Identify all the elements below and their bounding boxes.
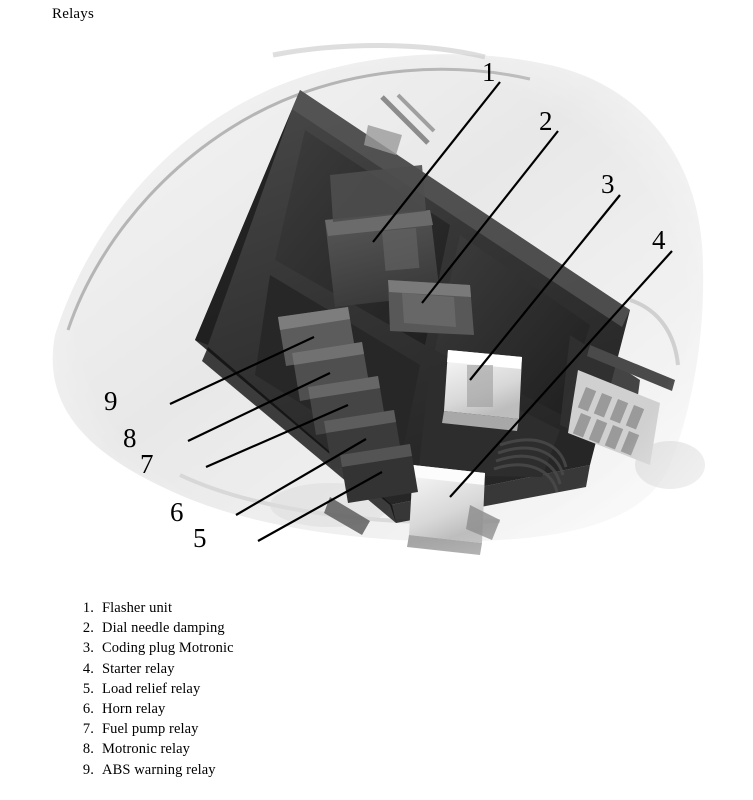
legend-number: 5. bbox=[82, 680, 94, 697]
legend-number: 9. bbox=[82, 761, 94, 778]
callout-number-4: 4 bbox=[652, 225, 666, 255]
legend-number: 7. bbox=[82, 721, 94, 738]
list-item bbox=[70, 739, 490, 759]
list-item bbox=[70, 679, 490, 699]
legend-label: Motronic relay bbox=[102, 741, 190, 758]
callout-number-9: 9 bbox=[104, 386, 118, 416]
legend-label: Coding plug Motronic bbox=[102, 640, 234, 657]
legend-label: Fuel pump relay bbox=[102, 721, 199, 738]
relay-box-photo bbox=[30, 35, 730, 580]
callout-number-7: 7 bbox=[140, 449, 154, 479]
list-item bbox=[70, 699, 490, 719]
legend-number: 2. bbox=[82, 620, 94, 637]
relay-box-figure bbox=[30, 35, 730, 580]
list-item bbox=[70, 760, 490, 780]
callout-number-8: 8 bbox=[123, 423, 137, 453]
legend-number: 8. bbox=[82, 741, 94, 758]
legend-label: Dial needle damping bbox=[102, 620, 225, 637]
legend-number: 1. bbox=[82, 600, 94, 616]
legend-label: Horn relay bbox=[102, 701, 166, 718]
callout-number-2: 2 bbox=[539, 106, 553, 136]
callout-number-1: 1 bbox=[482, 57, 496, 87]
list-item bbox=[70, 638, 490, 658]
list-item bbox=[70, 598, 490, 618]
list-item bbox=[70, 719, 490, 739]
callout-number-3: 3 bbox=[601, 169, 615, 199]
legend-label: Starter relay bbox=[102, 660, 175, 677]
legend-label: Flasher unit bbox=[102, 600, 173, 616]
legend-list bbox=[70, 598, 490, 780]
legend-label: ABS warning relay bbox=[102, 761, 216, 778]
legend-number: 6. bbox=[82, 701, 94, 718]
legend-number: 4. bbox=[82, 660, 94, 677]
legend-number: 3. bbox=[82, 640, 94, 657]
callout-number-6: 6 bbox=[170, 497, 184, 527]
page-title: Relays bbox=[52, 6, 95, 22]
callout-number-5: 5 bbox=[193, 523, 207, 553]
legend-label: Load relief relay bbox=[102, 680, 201, 697]
list-item bbox=[70, 618, 490, 638]
list-item bbox=[70, 659, 490, 679]
